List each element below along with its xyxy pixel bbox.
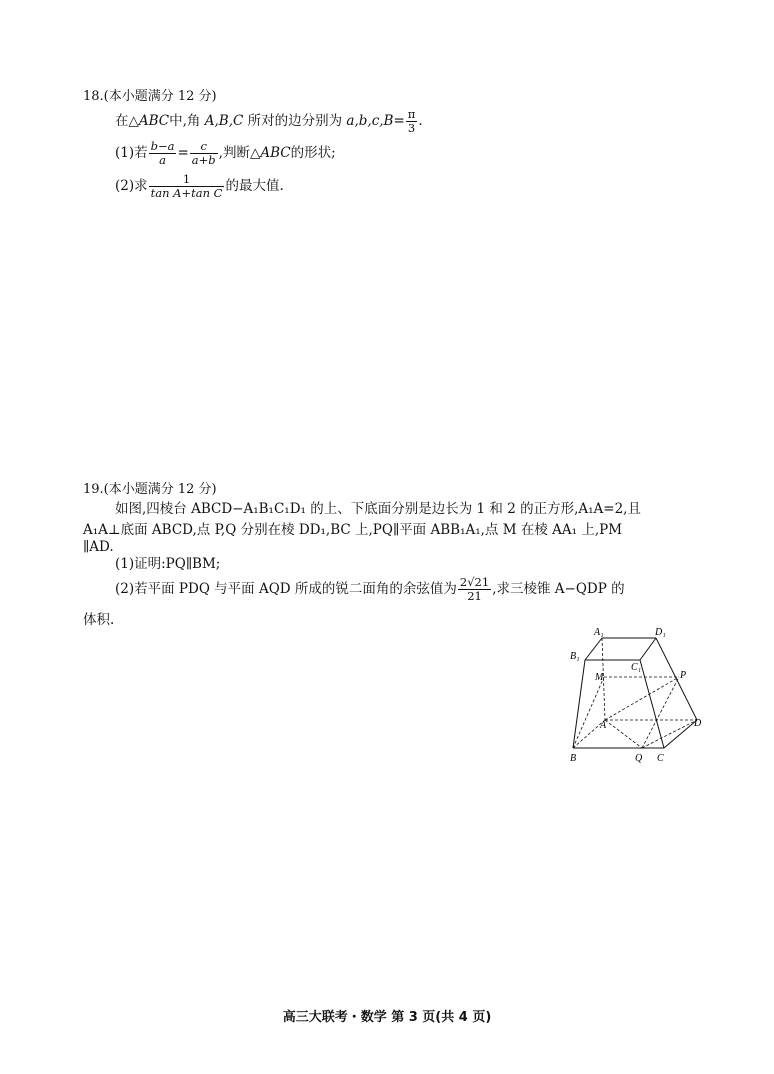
q18-p1-den1: a	[159, 153, 166, 168]
q18-intro-abc: ABC	[138, 113, 170, 130]
q18-p1-tail-abc: ABC	[260, 145, 291, 162]
label-a1: A₁	[594, 627, 604, 638]
q19-part2-cont: 体积.	[83, 612, 115, 628]
q18-p1-num2: c	[190, 140, 218, 154]
q18-p2-frac	[149, 173, 225, 200]
label-d: D	[694, 718, 702, 729]
q19-part1: (1)证明:PQ∥BM;	[115, 556, 221, 572]
edge-b1-b	[573, 660, 585, 748]
q18-p2-den: tan A+tan C	[150, 186, 223, 201]
frustum-figure	[560, 620, 720, 770]
q19-p2-num: 2√21	[459, 575, 490, 589]
q18-p1-frac2	[190, 140, 218, 167]
edge-d1-d	[656, 638, 697, 720]
edge-c1-c	[640, 660, 664, 748]
label-c: C	[657, 753, 664, 764]
q18-intro-end: .	[418, 113, 423, 130]
q18-intro-sides: a,b,c,B=	[346, 113, 405, 130]
q19-p2-text-a: (2)若平面 PDQ 与平面 AQD 所成的锐二面角的余弦值为	[115, 581, 457, 598]
q18-pi-over-3	[406, 108, 418, 135]
label-a: A	[600, 720, 607, 731]
q18-p1-tail-b: 的形状;	[290, 145, 336, 162]
q18-intro-text-a: 在△	[115, 113, 139, 130]
q18-intro-text-c: 所对的边分别为	[247, 113, 343, 130]
q19-title: 19.(本小题满分 12 分)	[83, 482, 217, 497]
page-footer: 高三大联考・数学 第 3 页(共 4 页)	[282, 1010, 492, 1025]
q18-p2-tail: 的最大值.	[225, 178, 284, 195]
label-p: P	[680, 670, 687, 681]
q18-pi: π	[407, 107, 416, 121]
q18-p1-den2: a+b	[191, 153, 216, 168]
q18-p2-label: (2)求	[115, 178, 148, 195]
label-d1: D₁	[655, 627, 666, 638]
q19-p2-text-b: ,求三棱锥 A−QDP 的	[492, 581, 625, 598]
q18-part2	[115, 173, 284, 200]
q18-intro	[115, 108, 423, 135]
q18-title: 18.(本小题满分 12 分)	[83, 89, 217, 104]
edge-b1-a1	[585, 638, 602, 660]
q19-line1: 如图,四棱台 ABCD−A₁B₁C₁D₁ 的上、下底面分别是边长为 1 和 2 的正方形,A₁A=2,且	[115, 501, 641, 517]
q18-p1-num1: b−a	[150, 139, 175, 153]
q18-p2-num: 1	[149, 173, 225, 187]
label-q: Q	[635, 753, 643, 764]
q19-part2	[115, 576, 625, 603]
segment-a-q	[605, 720, 642, 748]
label-b1: B₁	[570, 651, 580, 662]
q19-p2-den: 21	[467, 589, 482, 604]
label-m: M	[595, 672, 604, 683]
label-b: B	[570, 753, 577, 764]
q18-p1-label: (1)若	[115, 145, 148, 162]
q19-line2: A₁A⊥底面 ABCD,点 P,Q 分别在棱 DD₁,BC 上,PQ∥平面 ABB₁A₁,点 M 在棱 AA₁ 上,PM	[83, 522, 623, 538]
q19-p2-frac	[458, 576, 491, 603]
q18-p1-eq: =	[177, 145, 189, 162]
q18-intro-angles: A,B,C	[204, 113, 244, 130]
q18-three: 3	[407, 121, 416, 136]
label-c1: C₁	[631, 662, 642, 673]
edge-d1-c1	[640, 638, 656, 660]
q19-line3: ∥AD.	[83, 539, 114, 555]
q18-p1-tail-a: ,判断△	[218, 145, 261, 162]
q18-intro-text-b: 中,角	[169, 113, 201, 130]
q18-p1-frac1	[149, 140, 177, 167]
q18-part1	[115, 140, 336, 167]
